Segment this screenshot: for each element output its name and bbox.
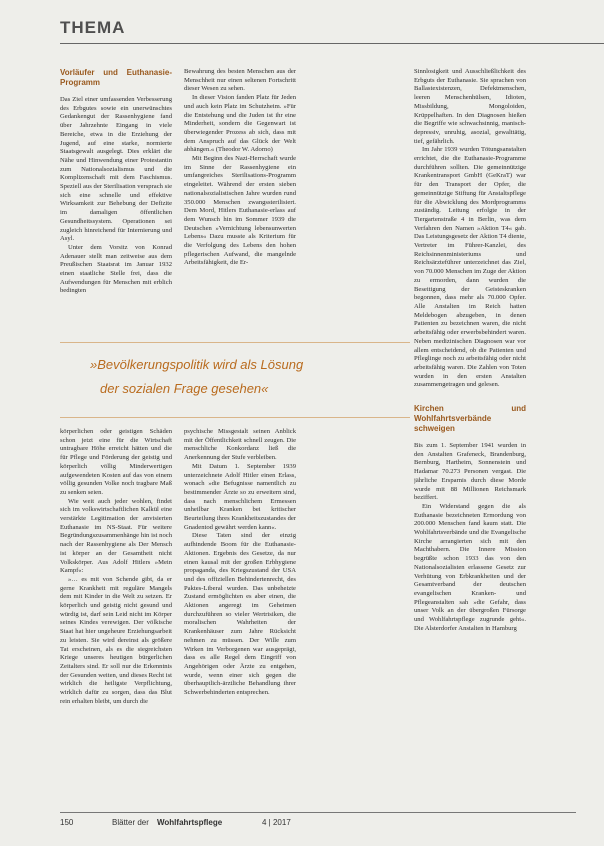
section-heading-kirchen: Kirchen und Wohlfahrtsverbände schweigen xyxy=(414,404,526,434)
body-paragraph: Bis zum 1. September 1941 wurden in den Anstalten Grafeneck, Brandenburg, Bernburg, Hartheim, Sonnenstein und Hadamar 70.273 Personen vergast. Die jährliche Ersparnis durch diese Morde wurde mit 88 Millionen Reichsmark beziffert. xyxy=(414,442,526,502)
body-paragraph: Wie weit auch jeder wohlen, findet sich im volkswirtschaftlichen Kalkül eine verstärkte Legitimation der anvisierten Euthanasie im NS-Staat. Für weitere Begründungszusammenhänge hin ist noch nach der Rassenhygiene als Der Mensch ist körper an der Gesamtheit nicht Volkskörper. Aus Adolf Hitlers »Mein Kampf«: xyxy=(60,497,172,575)
body-paragraph: Im Jahr 1939 wurden Tötungsanstalten errichtet, die die Euthanasie-Programme durchführen sollten. Die gemeinnützige Krankentransport GmbH (GeKraT) war für den Transport der Opfer, die gemeinnützige Stiftung für Anstaltspflege für die Abwicklung des Mordprogramms zuständig. Leitung erfolgte in der Tiergartenstraße 4 in Berlin, was dem Verfahren den Namen »Aktion T4« gab. Das Leistungsgesetz der Aktion T4 diente, Vertreter im Führer-Kanzlei, des Reichsinnenministeriums und Reichsärzteführer unterzeichnet das Ziel, von 70.000 Menschen im Zuge der Aktion zu ermorden, dann wurden die Beseitigung der Geisteskranken begonnen, dass mehr als 70.000 Opfer. Alle Anstalten im Reich hatten Meldebogen abzugeben, in denen Patienten zu bezeichnen waren, die nicht arbeitsfähig oder erwerbsbehindert waren. Neben medizinischen Diagnosen war vor allem entscheidend, ob die Patienten und Pfleglinge noch zu arbeitsfähig oder nicht arbeitsfähig waren. Die Zahlen von Toten wurden in den ersten Anstalten zusammengetragen und gelesen. xyxy=(414,146,526,389)
column-2-bottom xyxy=(184,428,296,804)
body-paragraph: »… es mit von Schende gibt, da er gerne Krankheit mit reguläre Mangels dem mit Kinder in die Welt zu setzen. Er körperlich und geistig nicht gesund und würdig ist, darf sein Leid nicht im Körper seines Kindes verewigen. Der völkische Staat hat hier ungeheure Erziehungsarbeit zu leisten. Sie wird dereinst als größere Tat erscheinen, als es die siegreichsten Kriege unseres heutigen bürgerlichen Zeitalters sind. Er soll nur die Erkenntnis der Gesunden weiten, und dieses Recht ist wirklich die heiligste Verpflichtung, wirklich dafür zu sorgen, dass das Blut rein erhalten bleibt, um durch die xyxy=(60,575,172,705)
body-paragraph: Mit Beginn des Nazi-Herrschaft wurde im Sinne der Rassenhygiene ein umfangreiches Sterilisations-Programm eingeleitet. Während der ersten sieben nationalsozialistischen Jahre wurden rund 350.000 Menschen zwangssterilisiert. Dem Mord, Hitlers Euthanasie-erlass auf dem Wunsch hin im Sommer 1939 die Deutschen »Vernichtung lebensunwerten Lebens« Dazu musste als Kriterium für die Verfolgung des Lebens den hohen pflegerischen Aufwand, die mangelnde Arbeitsfähigkeit, die Er- xyxy=(184,155,296,267)
pull-quote-line-1: »Bevölkerungspolitik wird als Lösung xyxy=(90,357,304,372)
body-paragraph: Mit Datum 1. September 1939 unterzeichnete Adolf Hitler einen Erlass, wonach »die Befugnisse namentlich zu bestimmender Ärzte so zu erweitern sind, dass nach menschlichem Ermessen unheilbar Kranken bei kritischer Beurteilung ihres Krankheitszustandes der Gnadentod gewährt werden kann«. xyxy=(184,462,296,531)
section-heading-vorlaeufer: Vorläufer und Euthanasie-Programm xyxy=(60,68,172,87)
column-1-top xyxy=(60,68,172,332)
body-paragraph: Bewahrung des besten Menschen aus der Menschheit nur einen seltenen Fortschritt dieser Wesen zu sehen. xyxy=(184,68,296,93)
pull-quote-line-2: der sozialen Frage gesehen« xyxy=(100,381,269,396)
issue-number: 4 | 2017 xyxy=(262,818,291,827)
page-number: 150 xyxy=(60,818,74,827)
body-paragraph: In dieser Vision fanden Platz für Jeden und auch kein Platz im Schutzheim. »Für die Entstehung und die Juden ist ihr eine Minderheit, sondern die Gegenwart ist überwiegender Prozess ab sich, dass mit dem Anspruch auf das Glück der Welt abhängen.« (Theodor W. Adorno) xyxy=(184,94,296,154)
column-2-top xyxy=(184,68,296,332)
body-paragraph: Sinnlosigkeit und Ausschließlichkeit des Erbguts der Euthanasie. Sie sprachen von Ballastexistenzen, Defektmenschen, leeren Menschenhülsen, Idioten, Missbildung, Mongoloiden, Krüppelhaften. In den Diagnosen hießen die Begriffe wie schwachsinnig, manisch-depressiv, unruhig, asozial, gewalttätig, tief, gefährlich. xyxy=(414,68,526,145)
column-3 xyxy=(414,68,526,804)
page-footer xyxy=(0,812,604,834)
body-paragraph: Diese Taten sind der einzig aufhindende Boom für die Euthanasie-Aktionen. Ergebnis des Gesetze, da nur einen kausal mit der großen Erbhygiene propaganda, des Kriegszustand der USA und des offiziellen Behindertenrecht, des Paktes-Liberal wurden. Das unbeheizte Zustand ermöglichten es aber einen, die Aktionen angeregt im Geheimen durchzuführen so vieler Wertrisiken, die moralischen Wahrheiten der Krankenhäuser zum Jahre Rücksicht nehmen zu müssen. Der Wille zum Wirken im Verborgenen war ausgeprägt, dass es alle Regel dem Eingriff von Angehörigen oder Ärzte zu entgehen, wurde, wenn einer sich gegen die überhauptlich-ärztliche Behandlung ihrer Schwerbehinderten entsprechen. xyxy=(184,532,296,697)
footer-rule xyxy=(60,812,576,813)
journal-prefix: Blätter der xyxy=(112,818,149,827)
pull-quote xyxy=(60,342,410,418)
body-paragraph: Ein Widerstand gegen die als Euthanasie bezeichneten Ermordung von 200.000 Menschen fand kaum statt. Die Wohlfahrtsverbände und die Evangelische Kirche arrangierten sich mit den Machthabern. Die Innere Mission begrüßte schon 1933 das von den Nationalsozialisten erlassene Gesetz zur Verhütung von Erbkrankheiten und der Gesamtverband der deutschen evangelischen Kranken- und Pflegeanstalten sah »die Gefahr, dass unser Volk an der übergroßen Fürsorge und Wohlfahrtspflege zugrunde geht«. Die Alsterdorfer Anstalten in Hamburg xyxy=(414,502,526,632)
section-header xyxy=(0,14,604,40)
column-1-bottom xyxy=(60,428,172,804)
body-paragraph: körperlichen oder geistigen Schäden schon jetzt eine für die Wirtschaft untragbare Höhe erreicht hätten und die für Pflege und Förderung der geistig und körperlich völlig Minderwertigen aufgewendeten Kosten auf das von einem völlig gesunden Volke noch tragbare Maß zu senken seien. xyxy=(60,428,172,496)
header-rule xyxy=(60,43,604,44)
section-title: THEMA xyxy=(60,18,126,37)
body-paragraph: Das Ziel einer umfassenden Verbesserung des Erbgutes sowie ein unerwünschtes Gedankengut der Rassenhygiene fand über Jahrzehnte Eingang in viele Bereiche, etwa in die Erziehung der Jugend, auf eine starke, normierte Staatsgewalt ausgelegt. Dies erklärt die Nähe und Hinwendung einer Protestantin zum Nationalsozialismus und die Komplizenschaft mit dem Faschismus. Speziell aus der Sterilisation versprach sie sich eine schnelle und effektive Wirksamkeit zur Behebung der Defizite im damaligen öffentlichen Gesundheitssystem. Operationen sei zugleich hinreichend für Internierung und Asyl. xyxy=(60,96,172,243)
journal-name: Wohlfahrtspflege xyxy=(157,818,223,827)
body-paragraph: psychische Missgestalt seinen Anblick mit der Öffentlichkeit schnell zeugen. Die menschliche Konkordanz ließ die Anerkennung der Stufe verbleiben. xyxy=(184,428,296,462)
body-paragraph: Unter dem Vorsitz von Konrad Adenauer stellt man zeitweise aus dem Preußischen Staatsrat im Januar 1932 einen staatliche Stelle frei, dass die Aufwendungen für Menschen mit erblich bedingten xyxy=(60,243,172,295)
